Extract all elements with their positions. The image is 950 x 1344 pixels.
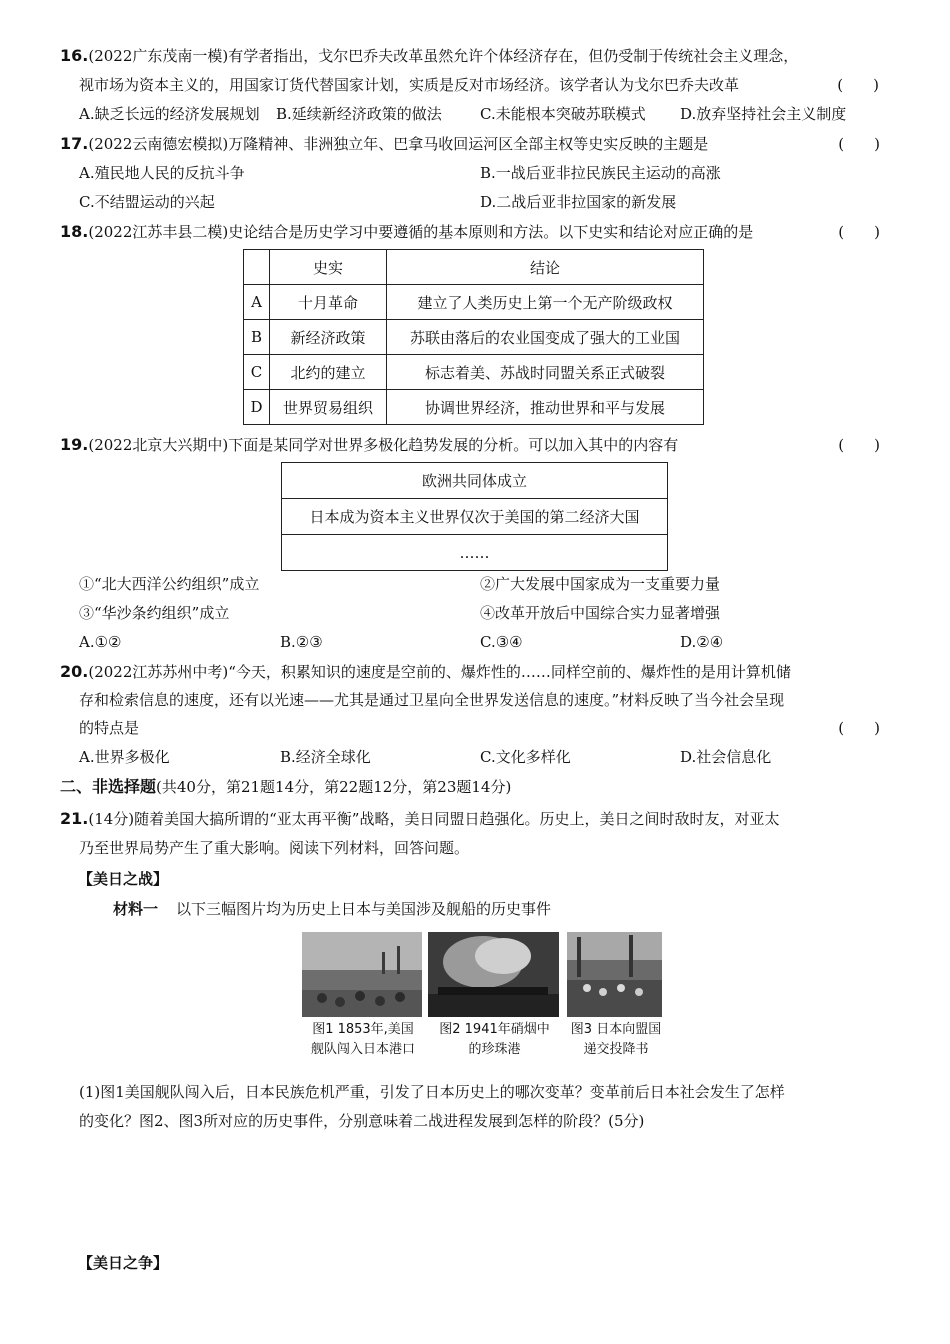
q19-option-b[interactable]: B.②③ bbox=[280, 633, 323, 651]
figure-group bbox=[300, 932, 666, 1060]
caption-line: 递交投降书 bbox=[583, 1042, 649, 1057]
q21-sub1-text-2: 的变化？图2、图3所对应的历史事件，分别意味着二战进程发展到怎样的阶段？(5分) bbox=[79, 1112, 645, 1130]
q21-sub1-text-1: (1)图1美国舰队闯入后，日本民族危机严重，引发了日本历史上的哪次变革？变革前后日本社会发生了怎样 bbox=[79, 1083, 785, 1101]
section2-detail: (共40分，第21题14分，第22题12分，第23题14分) bbox=[156, 778, 512, 796]
table-row bbox=[244, 320, 704, 355]
q17-option-c[interactable]: C.不结盟运动的兴起 bbox=[79, 193, 215, 211]
box-cell: 日本成为资本主义世界仅次于美国的第二经济大国 bbox=[282, 499, 668, 535]
section2-title: 二、非选择题 bbox=[60, 777, 157, 796]
table-cell-letter: B bbox=[244, 320, 270, 355]
q21-sub1-line2 bbox=[79, 1107, 909, 1135]
q16-option-d[interactable]: D.放弃坚持社会主义制度 bbox=[680, 105, 847, 123]
q18-number: 18. bbox=[60, 222, 89, 241]
q20-stem-2: 存和检索信息的速度，还有以光速——尤其是通过卫星向全世界发送信息的速度。”材料反映了当今社会呈现 bbox=[79, 691, 785, 709]
table-cell-letter: C bbox=[244, 355, 270, 390]
q21-number: 21. bbox=[60, 809, 89, 828]
q18-table bbox=[243, 249, 704, 425]
q19-number: 19. bbox=[60, 435, 89, 454]
q19-items-row2 bbox=[79, 599, 909, 627]
q19-item-4: ④改革开放后中国综合实力显著增强 bbox=[480, 604, 721, 622]
q17-answer-paren: ( ) bbox=[838, 135, 880, 153]
table-cell-fact: 新经济政策 bbox=[270, 320, 387, 355]
q16-option-a[interactable]: A.缺乏长远的经济发展规划 bbox=[79, 105, 260, 123]
q18-stem: (2022江苏丰县二模)史论结合是历史学习中要遵循的基本原则和方法。以下史实和结论对应正确的是 bbox=[88, 223, 754, 241]
q20-line2 bbox=[79, 686, 909, 714]
q19-stem: (2022北京大兴期中)下面是某同学对世界多极化趋势发展的分析。可以加入其中的内容有 bbox=[88, 436, 679, 454]
q17-option-d[interactable]: D.二战后亚非拉国家的新发展 bbox=[480, 193, 677, 211]
q21-line1 bbox=[60, 805, 890, 833]
q17-option-a[interactable]: A.殖民地人民的反抗斗争 bbox=[79, 164, 245, 182]
q19-options bbox=[79, 628, 909, 656]
q20-option-d[interactable]: D.社会信息化 bbox=[680, 748, 772, 766]
table-header-cell: 结论 bbox=[387, 250, 704, 285]
q21-subhead-war bbox=[78, 865, 908, 893]
q20-answer-paren: ( ) bbox=[838, 719, 880, 737]
q21-sub1-line1 bbox=[79, 1078, 909, 1106]
q19-box bbox=[281, 462, 668, 571]
table-cell-fact: 世界贸易组织 bbox=[270, 390, 387, 425]
box-cell: 欧洲共同体成立 bbox=[282, 463, 668, 499]
figure-2-photo bbox=[428, 932, 559, 1017]
q16-stem-2: 视市场为资本主义的，用国家订货代替国家计划，实质是反对市场经济。该学者认为戈尔巴乔夫改革 bbox=[79, 76, 740, 94]
q17-stem: (2022云南德宏模拟)万隆精神、非洲独立年、巴拿马收回运河区全部主权等史实反映的主题是 bbox=[88, 135, 709, 153]
table-row bbox=[244, 355, 704, 390]
caption-line: 图2 1941年硝烟中 bbox=[439, 1022, 550, 1037]
table-cell-letter: D bbox=[244, 390, 270, 425]
q19-items-row1 bbox=[79, 570, 909, 598]
material-label: 材料一 bbox=[113, 900, 159, 918]
q16-option-b[interactable]: B.延续新经济政策的做法 bbox=[276, 105, 442, 123]
q16-answer-paren: ( ) bbox=[837, 76, 879, 94]
box-row bbox=[282, 535, 668, 571]
figure-2-caption bbox=[428, 1020, 561, 1060]
q17-options-row1 bbox=[79, 159, 909, 187]
q20-number: 20. bbox=[60, 662, 89, 681]
q21-stem-1: (14分)随着美国大搞所谓的“亚太再平衡”战略，美日同盟日趋强化。历史上，美日之间时敌时友，对亚太 bbox=[88, 810, 780, 828]
q19-item-3: ③“华沙条约组织”成立 bbox=[79, 604, 230, 622]
q19-answer-paren: ( ) bbox=[838, 436, 880, 454]
q19-option-a[interactable]: A.①② bbox=[79, 633, 122, 651]
q16-option-c[interactable]: C.未能根本突破苏联模式 bbox=[480, 105, 646, 123]
q17-number: 17. bbox=[60, 134, 89, 153]
table-cell-conclusion: 苏联由落后的农业国变成了强大的工业国 bbox=[387, 320, 704, 355]
caption-line: 舰队闯入日本港口 bbox=[310, 1042, 415, 1057]
table-header-row bbox=[244, 250, 704, 285]
q18-line1 bbox=[60, 218, 890, 246]
q20-options bbox=[79, 743, 909, 771]
q16-line1 bbox=[60, 42, 890, 70]
q21-stem-2: 乃至世界局势产生了重大影响。阅读下列材料，回答问题。 bbox=[79, 839, 470, 857]
figure-1-photo bbox=[302, 932, 422, 1017]
q20-stem-3: 的特点是 bbox=[79, 719, 140, 737]
caption-line: 图1 1853年,美国 bbox=[312, 1022, 414, 1037]
figure-1-caption bbox=[300, 1020, 426, 1060]
box-row bbox=[282, 463, 668, 499]
q19-line1 bbox=[60, 431, 890, 459]
q17-option-b[interactable]: B.一战后亚非拉民族民主运动的高涨 bbox=[480, 164, 721, 182]
table-cell-conclusion: 协调世界经济，推动世界和平与发展 bbox=[387, 390, 704, 425]
q16-options bbox=[79, 100, 909, 128]
q19-option-c[interactable]: C.③④ bbox=[480, 633, 523, 651]
q19-item-2: ②广大发展中国家成为一支重要力量 bbox=[480, 575, 721, 593]
table-cell-fact: 北约的建立 bbox=[270, 355, 387, 390]
q16-line2 bbox=[79, 71, 909, 99]
q20-option-b[interactable]: B.经济全球化 bbox=[280, 748, 371, 766]
figure-3-caption bbox=[564, 1020, 668, 1060]
q18-answer-paren: ( ) bbox=[838, 223, 880, 241]
subhead-war: 【美日之战】 bbox=[78, 870, 169, 888]
box-cell: …… bbox=[282, 535, 668, 571]
caption-line: 图3 日本向盟国 bbox=[570, 1022, 662, 1037]
table-row bbox=[244, 390, 704, 425]
figure-3-photo bbox=[567, 932, 662, 1017]
table-cell-conclusion: 建立了人类历史上第一个无产阶级政权 bbox=[387, 285, 704, 320]
q20-stem-1: (2022江苏苏州中考)“今天，积累知识的速度是空前的、爆炸性的……同样空前的、爆炸性的是用计算机储 bbox=[88, 663, 791, 681]
q21-material-one bbox=[113, 895, 943, 923]
q20-option-a[interactable]: A.世界多极化 bbox=[79, 748, 170, 766]
subhead-dispute: 【美日之争】 bbox=[78, 1254, 169, 1272]
table-cell-fact: 十月革命 bbox=[270, 285, 387, 320]
table-cell-letter: A bbox=[244, 285, 270, 320]
q20-option-c[interactable]: C.文化多样化 bbox=[480, 748, 571, 766]
q19-item-1: ①“北大西洋公约组织”成立 bbox=[79, 575, 260, 593]
box-row bbox=[282, 499, 668, 535]
q20-line1 bbox=[60, 658, 890, 686]
q19-option-d[interactable]: D.②④ bbox=[680, 633, 724, 651]
caption-line: 的珍珠港 bbox=[468, 1042, 521, 1057]
q21-subhead-dispute bbox=[78, 1249, 908, 1277]
table-row bbox=[244, 285, 704, 320]
q17-options-row2 bbox=[79, 188, 909, 216]
table-cell-conclusion: 标志着美、苏战时同盟关系正式破裂 bbox=[387, 355, 704, 390]
q16-stem-1: (2022广东茂南一模)有学者指出，戈尔巴乔夫改革虽然允许个体经济存在，但仍受制于传统社会主义理念， bbox=[88, 47, 799, 65]
q20-line3 bbox=[79, 714, 909, 742]
table-header-cell bbox=[244, 250, 270, 285]
table-header-cell: 史实 bbox=[270, 250, 387, 285]
section2-heading bbox=[60, 773, 890, 801]
q16-number: 16. bbox=[60, 46, 89, 65]
material-text: 以下三幅图片均为历史上日本与美国涉及舰船的历史事件 bbox=[176, 900, 552, 918]
q21-line2 bbox=[79, 834, 909, 862]
q17-line1 bbox=[60, 130, 890, 158]
